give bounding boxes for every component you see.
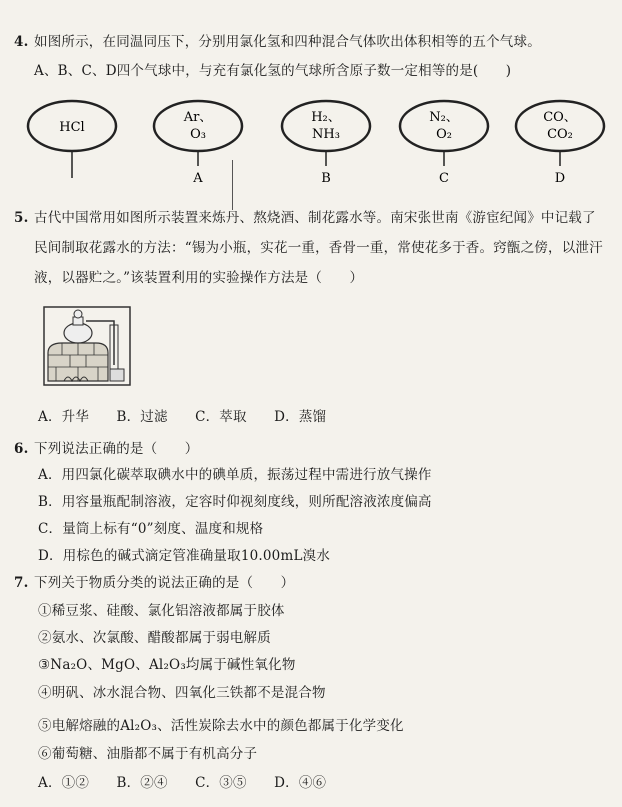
balloon-b xyxy=(282,101,370,186)
balloon-diagram xyxy=(20,96,620,196)
q7-stem: 下列关于物质分类的说法正确的是（ ） xyxy=(34,575,295,591)
q6-option-d: D．用棕色的碱式滴定管准确量取10.00mL溴水 xyxy=(38,548,331,564)
q6-number: 6. xyxy=(14,441,29,457)
balloon-a-top: Ar、 xyxy=(183,110,213,125)
q7-number: 7. xyxy=(14,575,29,591)
q4-number: 4. xyxy=(14,34,29,50)
q7-statement-1: ①稀豆浆、硅酸、氯化铝溶液都属于胶体 xyxy=(38,603,285,619)
balloon-b-tag: B xyxy=(321,171,331,186)
balloon-c-top: N₂、 xyxy=(429,110,459,125)
balloon-c xyxy=(400,101,488,186)
q5-line1: 古代中国常用如图所示装置来炼丹、熬烧酒、制花露水等。南宋张世南《游宦纪闻》中记载了 xyxy=(34,210,596,226)
balloon-hcl xyxy=(28,101,116,178)
balloon-a xyxy=(154,101,242,186)
q6-option-c: C．量筒上标有“0”刻度、温度和规格 xyxy=(38,521,264,537)
q4-line1: 如图所示，在同温同压下，分别用氯化氢和四种混合气体吹出体积相等的五个气球。 xyxy=(34,34,541,50)
q6-option-b: B．用容量瓶配制溶液，定容时仰视刻度线，则所配溶液浓度偏高 xyxy=(38,494,432,510)
q6-option-a: A．用四氯化碳萃取碘水中的碘单质，振荡过程中需进行放气操作 xyxy=(38,467,432,483)
q6-stem: 下列说法正确的是（ ） xyxy=(34,441,199,457)
paper-crease xyxy=(232,160,233,210)
q5-line3: 液，以器贮之。”该装置利用的实验操作方法是（ ） xyxy=(34,270,364,286)
balloon-c-tag: C xyxy=(439,171,449,186)
balloon-d-top: CO、 xyxy=(543,110,577,125)
balloon-d-tag: D xyxy=(554,171,566,186)
q5-number: 5. xyxy=(14,210,29,226)
q7-statement-2: ②氨水、次氯酸、醋酸都属于弱电解质 xyxy=(38,630,271,646)
balloon-d xyxy=(516,101,604,186)
distillation-apparatus-image xyxy=(42,305,132,387)
q4-line2: A、B、C、D四个气球中，与充有氯化氢的气球所含原子数一定相等的是( ) xyxy=(34,63,512,79)
balloon-d-bottom: CO₂ xyxy=(547,127,573,142)
q7-statement-3: ③Na₂O、MgO、Al₂O₃均属于碱性氧化物 xyxy=(38,657,296,673)
q7-statement-5: ⑤电解熔融的Al₂O₃、活性炭除去水中的颜色都属于化学变化 xyxy=(38,718,404,734)
q7-statement-6: ⑥葡萄糖、油脂都不属于有机高分子 xyxy=(38,746,258,762)
balloon-b-bottom: NH₃ xyxy=(312,127,340,142)
q5-options: A．升华 B．过滤 C．萃取 D．蒸馏 xyxy=(38,409,327,425)
balloon-b-top: H₂、 xyxy=(311,110,341,125)
q7-statement-4: ④明矾、冰水混合物、四氧化三铁都不是混合物 xyxy=(38,685,326,701)
q7-options: A．①② B．②④ C．③⑤ D．④⑥ xyxy=(38,775,327,791)
balloon-hcl-top: HCl xyxy=(59,120,85,135)
q5-line2: 民间制取花露水的方法：“锡为小瓶，实花一重，香骨一重，常使花多于香。窍甑之傍，以泄汗 xyxy=(34,240,603,256)
balloon-a-bottom: O₃ xyxy=(190,127,206,142)
balloon-a-tag: A xyxy=(193,171,203,186)
balloon-c-bottom: O₂ xyxy=(436,127,452,142)
